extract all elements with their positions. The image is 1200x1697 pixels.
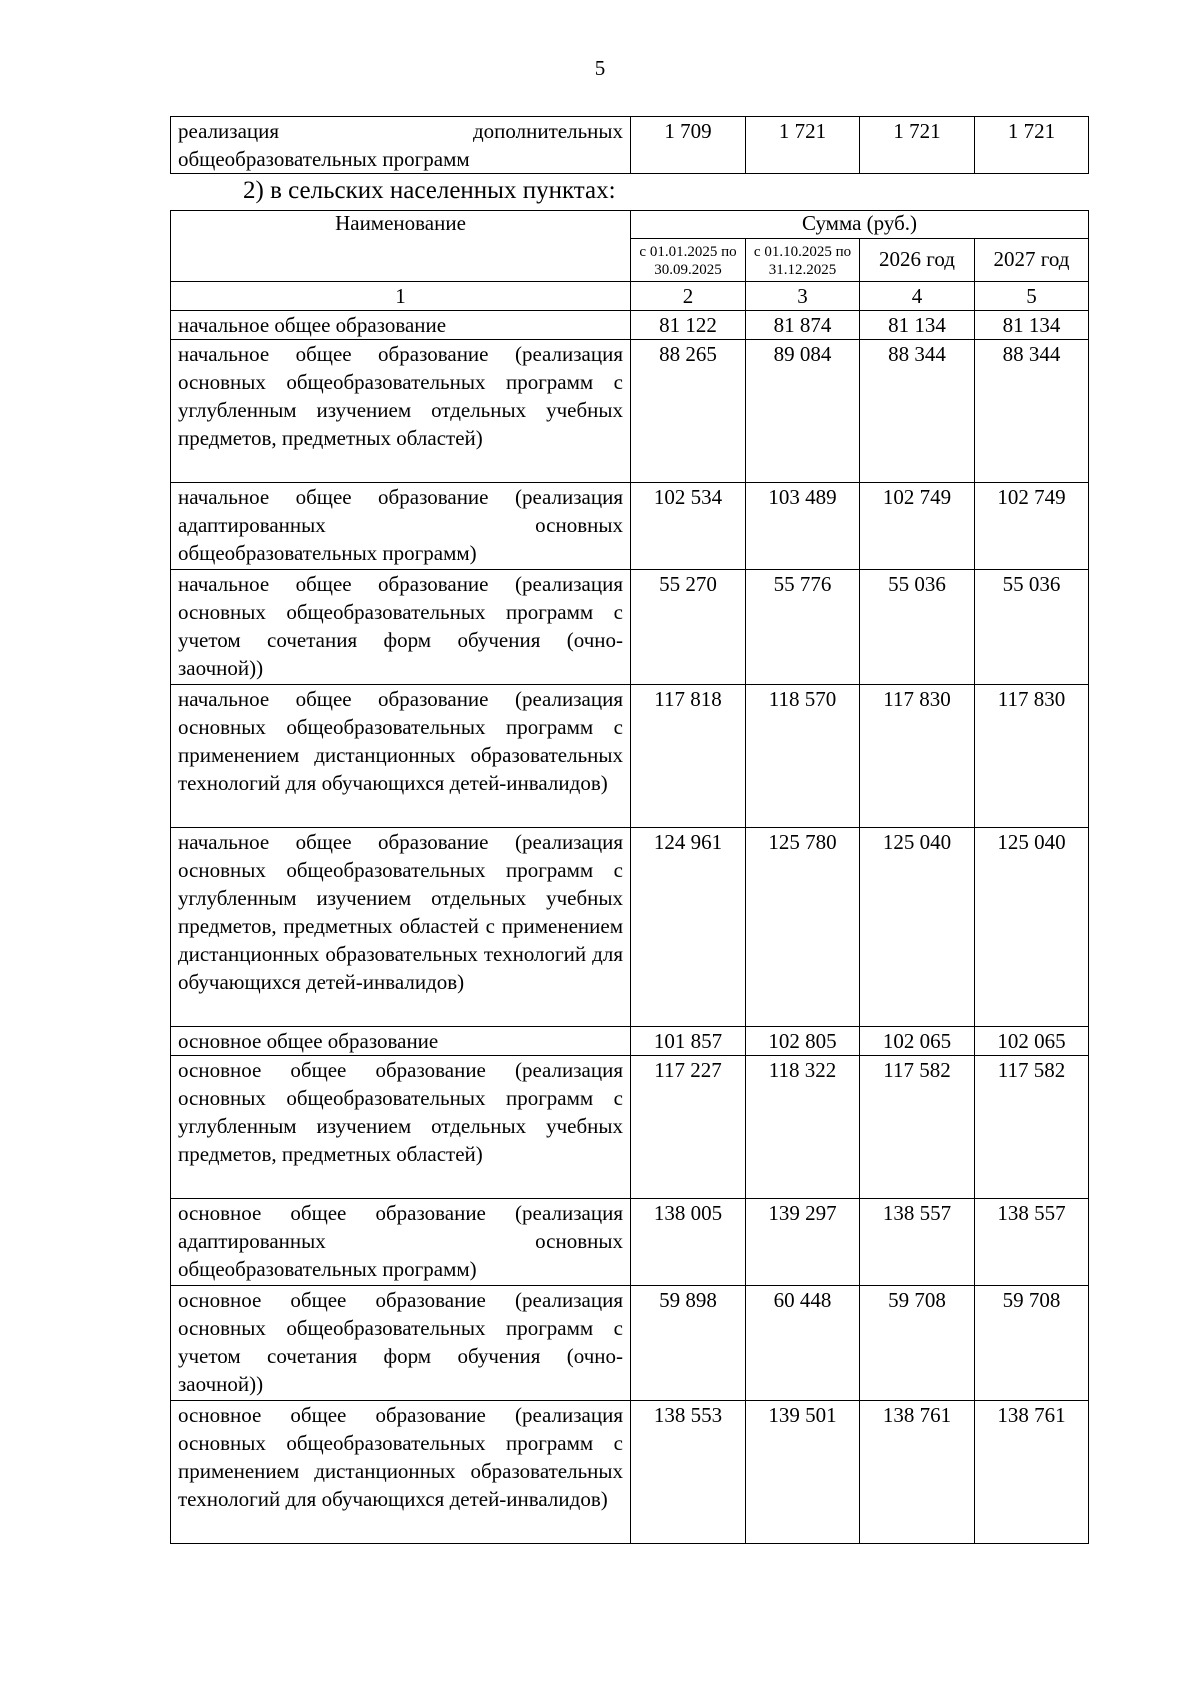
value-cell: 117 818 [631,685,746,828]
value-cell: 1 709 [631,117,746,174]
row-name: основное общее образование (реализация адаптированных основных общеобразовательных программ) [171,1199,631,1286]
value-cell: 124 961 [631,828,746,1027]
value-cell: 125 040 [975,828,1089,1027]
column-number: 4 [860,282,975,311]
value-cell: 102 065 [860,1027,975,1056]
header-row [171,211,1089,239]
value-cell: 139 501 [746,1401,860,1544]
value-cell: 1 721 [975,117,1089,174]
value-cell: 138 761 [975,1401,1089,1544]
value-cell: 118 570 [746,685,860,828]
value-cell: 81 874 [746,311,860,340]
value-cell: 103 489 [746,483,860,570]
row-name: начальное общее образование (реализация адаптированных основных общеобразовательных программ) [171,483,631,570]
column-number: 5 [975,282,1089,311]
value-cell: 59 898 [631,1286,746,1401]
value-cell: 81 134 [860,311,975,340]
value-cell: 138 557 [975,1199,1089,1286]
section-title: 2) в сельских населенных пунктах: [243,177,616,204]
table-row [171,340,1089,483]
row-name: начальное общее образование (реализация основных общеобразовательных программ с учетом сочетания форм обучения (очно-заочной)) [171,570,631,685]
table-row [171,1027,1089,1056]
header-year2: 2027 год [975,239,1089,282]
value-cell: 125 780 [746,828,860,1027]
row-name: начальное общее образование (реализация основных общеобразовательных программ с применением дистанционных образовательных технологий для обучающихся детей-инвалидов) [171,685,631,828]
value-cell: 59 708 [975,1286,1089,1401]
row-name: основное общее образование (реализация основных общеобразовательных программ с применением дистанционных образовательных технологий для обучающихся детей-инвалидов) [171,1401,631,1544]
value-cell: 1 721 [746,117,860,174]
table-row [171,1056,1089,1199]
header-year1: 2026 год [860,239,975,282]
value-cell: 88 344 [975,340,1089,483]
value-cell: 138 553 [631,1401,746,1544]
table-row [171,685,1089,828]
row-name: основное общее образование (реализация основных общеобразовательных программ с углубленным изучением отдельных учебных предметов, предметных областей) [171,1056,631,1199]
value-cell: 89 084 [746,340,860,483]
value-cell: 102 749 [975,483,1089,570]
row-name: основное общее образование (реализация основных общеобразовательных программ с учетом сочетания форм обучения (очно-заочной)) [171,1286,631,1401]
value-cell: 117 830 [975,685,1089,828]
value-cell: 55 036 [860,570,975,685]
table-row [171,1401,1089,1544]
value-cell: 81 134 [975,311,1089,340]
column-number: 1 [171,282,631,311]
header-period1: с 01.01.2025 по 30.09.2025 [631,239,746,282]
table-row [171,570,1089,685]
row-name: начальное общее образование (реализация основных общеобразовательных программ с углубленным изучением отдельных учебных предметов, предметных областей) [171,340,631,483]
value-cell: 118 322 [746,1056,860,1199]
rural-cost-table [170,210,1089,1544]
value-cell: 102 534 [631,483,746,570]
table-row [171,1286,1089,1401]
value-cell: 138 005 [631,1199,746,1286]
row-name: начальное общее образование [171,311,631,340]
value-cell: 117 582 [860,1056,975,1199]
table-row [171,1199,1089,1286]
row-name: начальное общее образование (реализация основных общеобразовательных программ с углубленным изучением отдельных учебных предметов, предметных областей с применением дистанционных образовательных технологий для обучающихся детей-инвалидов) [171,828,631,1027]
page-number: 5 [594,56,606,80]
value-cell: 138 761 [860,1401,975,1544]
value-cell: 55 036 [975,570,1089,685]
value-cell: 139 297 [746,1199,860,1286]
column-number-row [171,282,1089,311]
value-cell: 55 776 [746,570,860,685]
table-row [171,828,1089,1027]
value-cell: 102 065 [975,1027,1089,1056]
value-cell: 102 749 [860,483,975,570]
previous-table-continuation [170,116,1089,174]
table-row [171,311,1089,340]
table-row [171,117,1089,174]
value-cell: 60 448 [746,1286,860,1401]
column-number: 2 [631,282,746,311]
value-cell: 102 805 [746,1027,860,1056]
value-cell: 88 265 [631,340,746,483]
column-number: 3 [746,282,860,311]
value-cell: 1 721 [860,117,975,174]
header-period2: с 01.10.2025 по 31.12.2025 [746,239,860,282]
value-cell: 55 270 [631,570,746,685]
row-name: реализация дополнительных общеобразовательных программ [171,117,631,174]
value-cell: 81 122 [631,311,746,340]
value-cell: 117 582 [975,1056,1089,1199]
value-cell: 117 830 [860,685,975,828]
value-cell: 59 708 [860,1286,975,1401]
value-cell: 125 040 [860,828,975,1027]
table-row [171,483,1089,570]
value-cell: 101 857 [631,1027,746,1056]
header-name: Наименование [171,211,631,282]
value-cell: 138 557 [860,1199,975,1286]
value-cell: 88 344 [860,340,975,483]
value-cell: 117 227 [631,1056,746,1199]
header-sum: Сумма (руб.) [631,211,1089,239]
row-name: основное общее образование [171,1027,631,1056]
